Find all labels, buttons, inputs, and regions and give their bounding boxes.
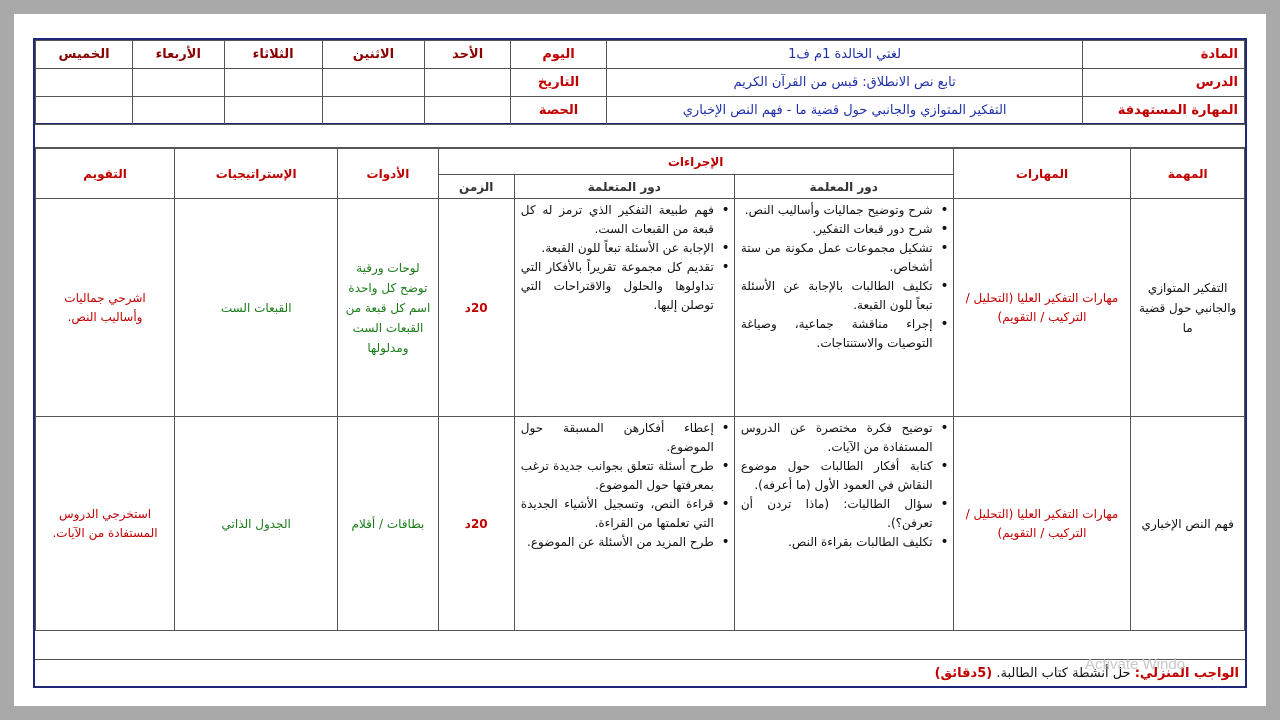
homework-label: الواجب المنزلي: bbox=[1134, 666, 1239, 681]
header-evaluation: التقويم bbox=[36, 149, 175, 199]
day-tuesday: الثلاثاء bbox=[224, 41, 322, 69]
list-item: • سؤال الطالبات: (ماذا تردن أن تعرفن؟). bbox=[741, 495, 933, 533]
spacer-row bbox=[35, 124, 1245, 148]
day-wednesday: الأربعاء bbox=[132, 41, 224, 69]
time-cell: 20د bbox=[438, 417, 514, 631]
activation-watermark: Activate Windo bbox=[1085, 656, 1186, 673]
list-item: • قراءة النص، وتسجيل الأشياء الجديدة التي تعلمتها من القراءة. bbox=[521, 495, 714, 533]
header-student-role: دور المتعلمة bbox=[514, 175, 734, 199]
header-strategies: الإستراتيجيات bbox=[175, 149, 338, 199]
lesson-value: تابع نص الانطلاق: قبس من القرآن الكريم bbox=[606, 69, 1083, 97]
list-item: • طرح أسئلة تتعلق بجوانب جديدة ترغب بمعرفتها حول الموضوع. bbox=[521, 457, 714, 495]
subject-value: لغتي الخالدة 1م ف1 bbox=[606, 41, 1083, 69]
date-cell bbox=[322, 69, 424, 97]
header-teacher-role: دور المعلمة bbox=[734, 175, 953, 199]
list-item: • تكليف الطالبات بقراءة النص. bbox=[741, 533, 933, 552]
homework-text: حل أنشطة كتاب الطالبة. bbox=[996, 666, 1131, 681]
date-cell bbox=[224, 69, 322, 97]
task-cell: فهم النص الإخباري bbox=[1131, 417, 1245, 631]
evaluation-cell: استخرجي الدروس المستفادة من الآيات. bbox=[36, 417, 175, 631]
procedures-table bbox=[35, 148, 1245, 658]
student-role-cell bbox=[514, 417, 734, 631]
tools-cell: لوحات ورقية توضح كل واحدة اسم كل قبعة من القبعات الست ومدلولها bbox=[338, 199, 438, 417]
list-item: • تشكيل مجموعات عمل مكونة من ستة أشخاص. bbox=[741, 239, 933, 277]
skill-label: المهارة المستهدفة bbox=[1083, 97, 1245, 125]
period-cell bbox=[224, 97, 322, 125]
date-cell bbox=[425, 69, 511, 97]
skill-value: التفكير المتوازي والجانبي حول قضية ما - فهم النص الإخباري bbox=[606, 97, 1083, 125]
teacher-role-cell bbox=[734, 199, 953, 417]
day-monday: الاثنين bbox=[322, 41, 424, 69]
period-cell bbox=[36, 97, 133, 125]
skills-cell: مهارات التفكير العليا (التحليل / التركيب / التقويم) bbox=[953, 417, 1131, 631]
list-item: • توضيح فكرة مختصرة عن الدروس المستفادة من الآيات. bbox=[741, 419, 933, 457]
list-item: • تقديم كل مجموعة تقريراً بالأفكار التي تداولوها والحلول والاقتراحات التي توصلن إليها. bbox=[521, 258, 714, 315]
day-sunday: الأحد bbox=[425, 41, 511, 69]
header-tools: الأدوات bbox=[338, 149, 438, 199]
lesson-plan-page bbox=[33, 38, 1247, 688]
table-row bbox=[36, 417, 1245, 631]
evaluation-cell: اشرحي جماليات وأساليب النص. bbox=[36, 199, 175, 417]
list-item: • شرح وتوضيح جماليات وأساليب النص. bbox=[741, 201, 933, 220]
header-procedures: الإجراءات bbox=[438, 149, 953, 175]
strategy-cell: القبعات الست bbox=[175, 199, 338, 417]
tools-cell: بطاقات / أقلام bbox=[338, 417, 438, 631]
list-item: • فهم طبيعة التفكير الذي ترمز له كل قبعة من القبعات الست. bbox=[521, 201, 714, 239]
list-item: • تكليف الطالبات بالإجابة عن الأسئلة تبعاً للون القبعة. bbox=[741, 277, 933, 315]
header-section bbox=[35, 40, 1245, 124]
header-task: المهمة bbox=[1131, 149, 1245, 199]
lesson-label: الدرس bbox=[1083, 69, 1245, 97]
table-row bbox=[36, 199, 1245, 417]
list-item: • شرح دور قبعات التفكير. bbox=[741, 220, 933, 239]
list-item: • الإجابة عن الأسئلة تبعاً للون القبعة. bbox=[521, 239, 714, 258]
spacer-row bbox=[35, 634, 1245, 660]
task-cell: التفكير المتوازي والجانبي حول قضية ما bbox=[1131, 199, 1245, 417]
period-cell bbox=[322, 97, 424, 125]
period-label: الحصة bbox=[511, 97, 607, 125]
period-cell bbox=[425, 97, 511, 125]
day-label: اليوم bbox=[511, 41, 607, 69]
list-item: • طرح المزيد من الأسئلة عن الموضوع. bbox=[521, 533, 714, 552]
date-cell bbox=[132, 69, 224, 97]
date-label: التاريخ bbox=[511, 69, 607, 97]
list-item: • كتابة أفكار الطالبات حول موضوع النقاش في العمود الأول (ما أعرفه). bbox=[741, 457, 933, 495]
date-cell bbox=[36, 69, 133, 97]
homework-duration: (5دقائق) bbox=[934, 666, 993, 681]
subject-label: المادة bbox=[1083, 41, 1245, 69]
student-role-cell bbox=[514, 199, 734, 417]
header-time: الزمن bbox=[438, 175, 514, 199]
list-item: • إجراء مناقشة جماعية، وصياغة التوصيات والاستنتاجات. bbox=[741, 315, 933, 353]
time-cell: 20د bbox=[438, 199, 514, 417]
period-cell bbox=[132, 97, 224, 125]
teacher-role-cell bbox=[734, 417, 953, 631]
day-thursday: الخميس bbox=[36, 41, 133, 69]
skills-cell: مهارات التفكير العليا (التحليل / التركيب / التقويم) bbox=[953, 199, 1131, 417]
strategy-cell: الجدول الذاتي bbox=[175, 417, 338, 631]
list-item: • إعطاء أفكارهن المسبقة حول الموضوع. bbox=[521, 419, 714, 457]
header-skills: المهارات bbox=[953, 149, 1131, 199]
homework-line bbox=[35, 660, 1245, 688]
